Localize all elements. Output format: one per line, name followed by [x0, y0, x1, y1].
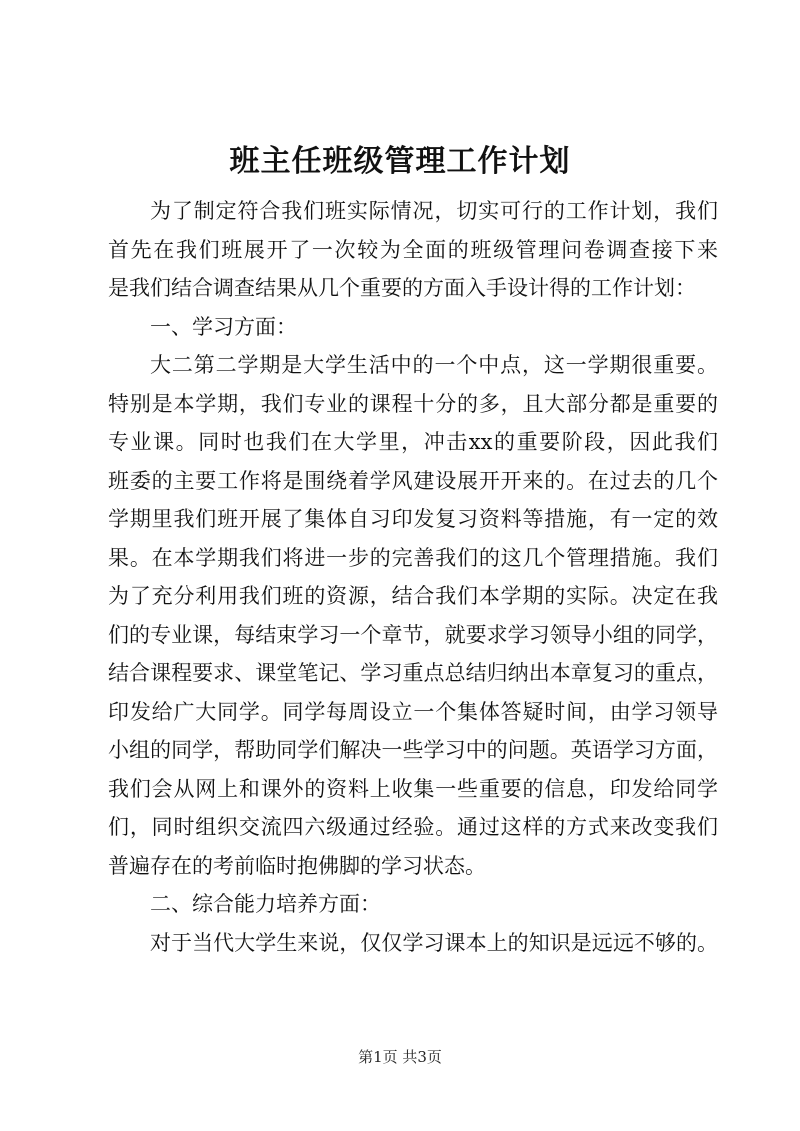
- body-line-5: 大二第二学期是大学生活中的一个中点，这一学期很重要。: [150, 353, 718, 377]
- page-number-footer: 第1页 共3页: [358, 1048, 442, 1066]
- body-line-17: 们，同时组织交流四六级通过经验。通过这样的方式来改变我们: [108, 815, 718, 839]
- body-line-8: 班委的主要工作将是围绕着学风建设展开开来的。在过去的几个: [108, 468, 718, 493]
- body-line-12: 们的专业课，每结束学习一个章节，就要求学习领导小组的同学，: [108, 622, 718, 647]
- section-heading-ability: 二、综合能力培养方面：: [150, 892, 381, 916]
- body-line-3: 是我们结合调查结果从几个重要的方面入手设计得的工作计划：: [108, 276, 696, 300]
- body-line-11: 为了充分利用我们班的资源，结合我们本学期的实际。决定在我: [108, 584, 718, 608]
- document-body: [108, 192, 718, 962]
- document-title: 班主任班级管理工作计划: [229, 144, 571, 179]
- body-line-10: 果。在本学期我们将进一步的完善我们的这几个管理措施。我们: [108, 545, 718, 570]
- body-line-13: 结合课程要求、课堂笔记、学习重点总结归纳出本章复习的重点，: [108, 661, 718, 685]
- body-line-16: 我们会从网上和课外的资料上收集一些重要的信息，印发给同学: [108, 776, 718, 801]
- body-line-7: 专业课。同时也我们在大学里，冲击xx的重要阶段，因此我们: [108, 430, 718, 454]
- body-line-18: 普遍存在的考前临时抱佛脚的学习状态。: [108, 853, 486, 878]
- section-heading-study: 一、学习方面：: [150, 314, 297, 339]
- body-line-14: 印发给广大同学。同学每周设立一个集体答疑时间，由学习领导: [108, 699, 718, 724]
- body-line-1: 为了制定符合我们班实际情况，切实可行的工作计划，我们: [150, 199, 718, 223]
- body-line-9: 学期里我们班开展了集体自习印发复习资料等措施，有一定的效: [108, 507, 718, 531]
- body-line-20: 对于当代大学生来说，仅仅学习课本上的知识是远远不够的。: [150, 930, 718, 955]
- body-line-6: 特别是本学期，我们专业的课程十分的多，且大部分都是重要的: [108, 391, 718, 416]
- body-line-2: 首先在我们班展开了一次较为全面的班级管理问卷调查接下来: [108, 237, 718, 262]
- body-line-15: 小组的同学，帮助同学们解决一些学习中的问题。英语学习方面，: [108, 738, 718, 762]
